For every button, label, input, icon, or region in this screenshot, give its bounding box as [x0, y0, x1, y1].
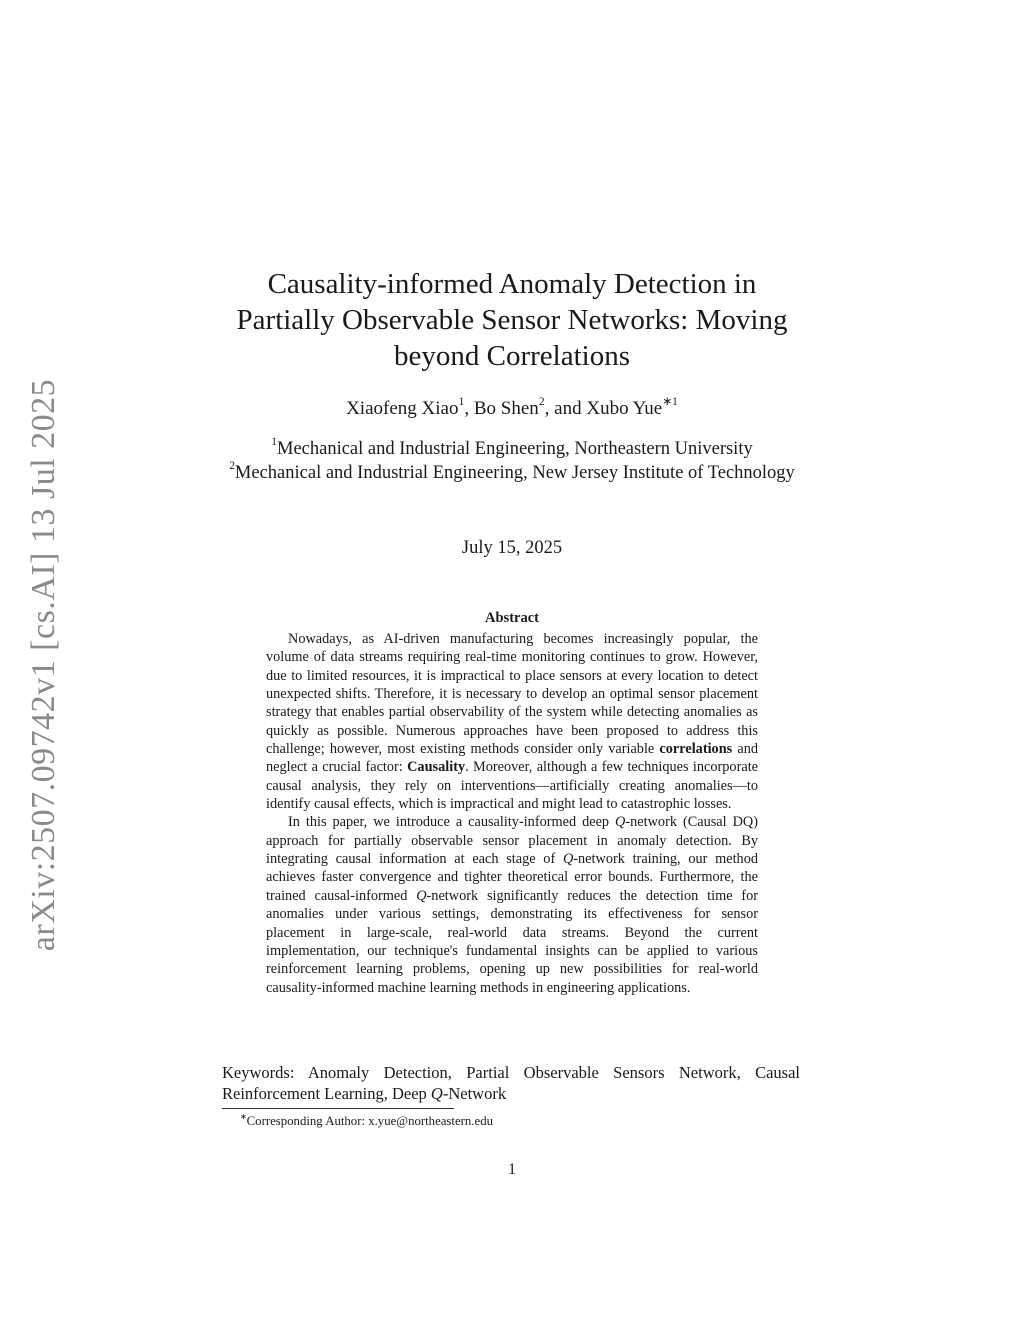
emphasis-causality: Causality	[407, 759, 466, 776]
affiliations	[200, 438, 824, 485]
title-line-1: Causality-informed Anomaly Detection in	[267, 268, 757, 300]
author-conjunction: and	[554, 398, 582, 419]
affiliation-1: $^1$Mechanical and Industrial Engineering, Northeastern University	[271, 436, 753, 459]
abstract-paragraph-1: Nowadays, as AI-driven manufacturing becomes increasingly popular, the volume of data streams requiring real-time monitoring continues to grow. However, due to limited resources, it is impractical to place sensors at every location to detect unexpected shifts. Therefore, it is necessary to develop an optimal sensor placement strategy that enables partial observability of the system while detecting anomalies as quickly as possible. Numerous approaches have been proposed to address this challenge; however, most existing methods consider only variable correlations and neglect a crucial factor: Causality. Moreover, although a few techniques incorporate causal analysis, they rely on interventions—artificially creating anomalies—to identify causal effects, which is impractical and might lead to catastrophic losses.	[266, 631, 759, 813]
math-q: Q	[430, 1084, 443, 1103]
footnote-rule	[222, 1108, 454, 1109]
abstract-body	[266, 630, 758, 997]
abstract-paragraph-2: In this paper, we introduce a causality-informed deep Q-network (Causal DQ) approach for partially observable sensor placement in anomaly detection. By integrating causal information at each stage of Q-network training, our method achieves faster convergence and tighter theoretical error bounds. Furthermore, the trained causal-informed Q-network significantly reduces the detection time for anomalies under various settings, demonstrating its effectiveness for sensor placement in large-scale, real-world data streams. Beyond the current implementation, our technique's fundamental insights can be applied to various reinforcement learning problems, opening up new possibilities for real-world causality-informed machine learning methods in engineering applications.	[266, 814, 759, 996]
affiliation-mark: 2	[229, 459, 235, 472]
author-list: Xiaofeng Xiao$^1$, Bo Shen$^2$, and Xubo Yue$^{∗1}$	[346, 394, 678, 419]
footnote-mark: ∗	[240, 1111, 247, 1121]
keywords: Keywords: Anomaly Detection, Partial Observable Sensors Network, Causal Reinforcement Learning, Deep Q-Network	[222, 1063, 800, 1103]
title-line-2: Partially Observable Sensor Networks: Moving	[236, 304, 788, 336]
page-number: 1	[508, 1161, 516, 1178]
affiliation-2: $^2$Mechanical and Industrial Engineering, New Jersey Institute of Technology	[229, 459, 795, 483]
author-affiliation-mark: ∗1	[662, 394, 678, 408]
arxiv-identifier-stamp: arXiv:2507.09742v1 [cs.AI] 13 Jul 2025	[25, 378, 62, 952]
math-q: Q	[562, 851, 574, 868]
author-name: Xubo Yue	[586, 398, 663, 419]
abstract-heading: Abstract	[485, 610, 539, 626]
publication-date: July 15, 2025	[461, 538, 563, 558]
author-name: Bo Shen	[473, 398, 539, 419]
author-affiliation-mark: 1	[458, 394, 465, 408]
math-q: Q	[615, 814, 626, 831]
emphasis-correlations: correlations	[659, 741, 733, 758]
title-line-3: beyond Correlations	[394, 340, 630, 372]
affiliation-mark: 1	[271, 436, 277, 449]
author-name: Xiaofeng Xiao	[346, 398, 459, 419]
math-q: Q	[416, 887, 427, 904]
paper-title	[200, 266, 824, 374]
author-affiliation-mark: 2	[538, 394, 545, 408]
footnote: ∗Corresponding Author: x.yue@northeastern.edu	[240, 1111, 493, 1128]
